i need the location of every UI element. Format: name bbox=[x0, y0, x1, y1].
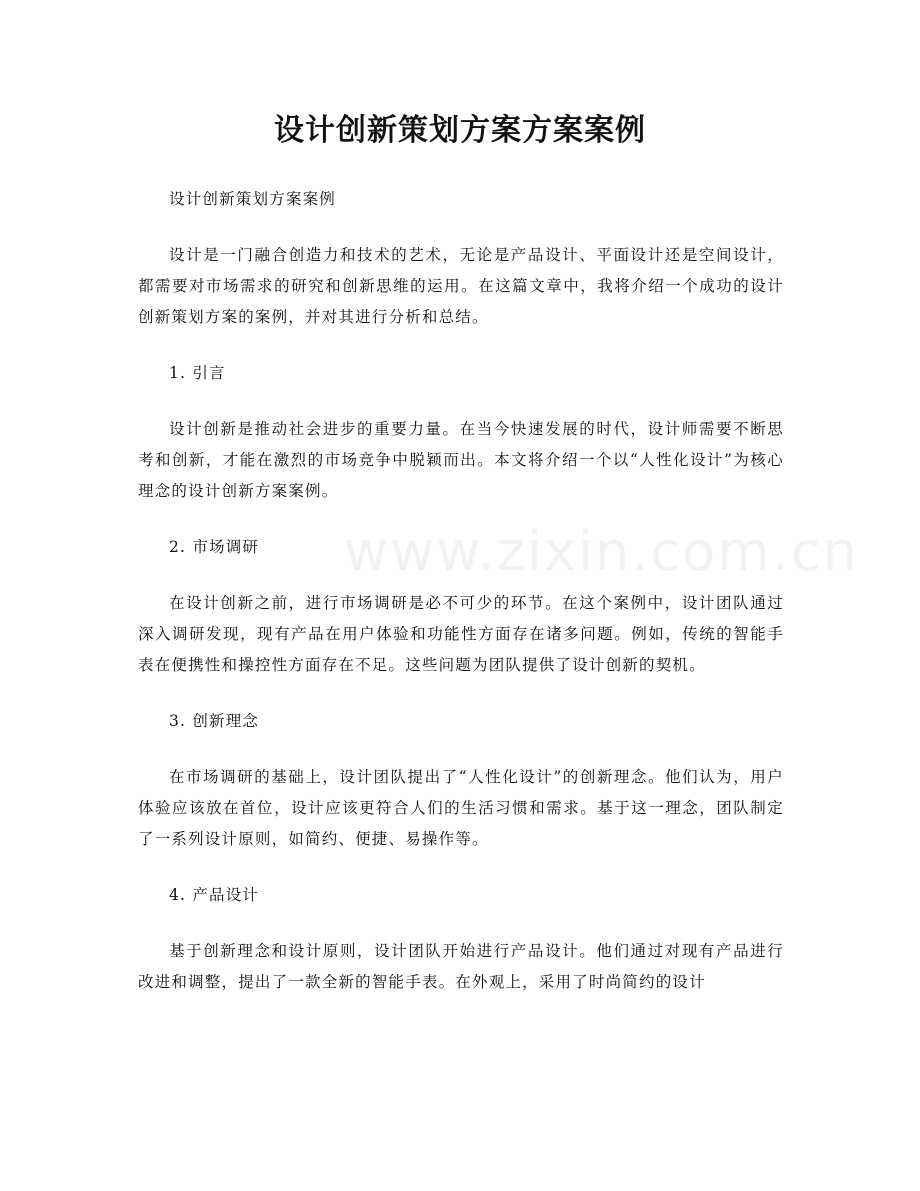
section-body: 在市场调研的基础上，设计团队提出了“人性化设计”的创新理念。他们认为，用户体验应该放在首位，设计应该更符合人们的生活习惯和需求。基于这一理念，团队制定了一系列设计原则，如简约、便捷、易操作等。 bbox=[138, 768, 784, 848]
document-title: 设计创新策划方案方案案例 bbox=[274, 113, 646, 148]
intro-paragraph: 设计是一门融合创造力和技术的艺术，无论是产品设计、平面设计还是空间设计，都需要对市场需求的研究和创新思维的运用。在这篇文章中，我将介绍一个成功的设计创新策划方案的案例，并对其进行分析和总结。 bbox=[138, 246, 784, 326]
watermark: www.zixin.com.cn bbox=[344, 520, 859, 583]
section-heading: 3. 创新理念 bbox=[169, 712, 260, 730]
section-body: 基于创新理念和设计原则，设计团队开始进行产品设计。他们通过对现有产品进行改进和调整，提出了一款全新的智能手表。在外观上，采用了时尚简约的设计 bbox=[138, 942, 784, 991]
document-body bbox=[138, 184, 784, 998]
section-heading: 2. 市场调研 bbox=[169, 538, 260, 556]
section-body: 设计创新是推动社会进步的重要力量。在当今快速发展的时代，设计师需要不断思考和创新，才能在激烈的市场竞争中脱颖而出。本文将介绍一个以“人性化设计”为核心理念的设计创新方案案例。 bbox=[138, 420, 784, 500]
document-subtitle: 设计创新策划方案案例 bbox=[169, 190, 337, 208]
section-body: 在设计创新之前，进行市场调研是必不可少的环节。在这个案例中，设计团队通过深入调研发现，现有产品在用户体验和功能性方面存在诸多问题。例如，传统的智能手表在便携性和操控性方面存在不足。这些问题为团队提供了设计创新的契机。 bbox=[138, 594, 784, 674]
section-heading: 1. 引言 bbox=[169, 364, 226, 382]
section-heading: 4. 产品设计 bbox=[169, 886, 260, 904]
